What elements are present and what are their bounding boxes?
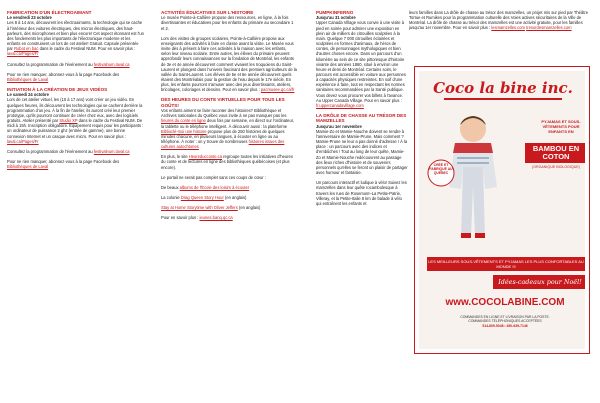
section-title: INITIATION À LA CRÉATION DE JEUX VIDÉOS [7,87,108,93]
body-text: De beaux [161,184,179,190]
section-body [316,20,408,108]
ad-slogan: LES MEILLEURS SOUS-VÊTEMENTS ET PYJAMAS LES PLUS CONFORTABLES AU MONDE !!! [428,259,584,269]
body-text: regroupe toutes les initiatives d'heures du conte et de lectures en ligne des bibliothèques québécoises (et plus encore). [161,154,293,170]
body-text: Un parcours interactif et ludique à vélo! Suivez les mamzelles dans leur quête rocambolesque à travers les rues de Rosemont–La Petite-Patrie, Villeray, et la Petite-Italie 8 km de balade à vélo qui entraînent les enfants et [316,180,407,206]
body-text: Pour en savoir plus : [161,215,199,221]
body-text: Vos enfants aiment se faire raconter des histoires? Bibliothèque et Archives nationales du Québec vous invite à ne pas manquer pas les [161,108,287,119]
body-text: Consultez la programmation de l'événement au [7,148,93,154]
body-text: propose plus de 250 histoires de quelques minutes chacune, en plusieurs langues, à écouter en ligne ou au téléphone. À noter : on y trouve de nombreuses [161,128,285,145]
link-autochtones[interactable]: histoires issues des cultures autochtones [161,139,285,150]
ad-banner: BAMBOU EN COTON [525,143,585,163]
link-heureducconte[interactable]: Heureducconte.ca [188,154,222,160]
body-text: deux fois par semaine, en direct sur l'ordinateur, la tablette ou le téléphone intelligent. À découvrir aussi : la plateforme [161,118,295,129]
ad-made-in-quebec: CRÉÉ ET FABRIQUÉ AU QUÉBEC [429,163,453,175]
column-1 [7,10,144,174]
body-text: Pour ne rien manquer, abonnez-vous à la page Facebook des [7,159,120,165]
column-3 [316,10,408,211]
ad-footer [425,315,585,328]
section-body [7,62,144,67]
ad-tagline: PYJAMAS ET SOUS-VÊTEMENTS POUR ENFANTS EN [541,119,581,134]
body-text: Les 8 à 14 ans, découvrent les électroaimants, la technologie qui se cache à l'intérieur des voitures électriques, des micros électriques, des haut-parleurs, des microphones et bien plus encore! Cet aspect étonnant est l'un des fondements les plus importants de l'électronique moderne et les enfants en construisent un lors de cet atelier! Gratuit. Capsule présentée par [7,20,144,52]
link-festival[interactable]: festivalnum.laval.ca [93,61,130,67]
section-body [161,36,297,93]
link-oliver-jeffers[interactable]: Stay at Home Storytime with Oliver Jeffers [161,205,238,211]
link-biblioclé[interactable]: Biblioclé-moi une histoire [161,128,207,134]
body-text: La colonie [161,195,180,201]
link-pacmusee[interactable]: pacmusee.qc.ca/fr [260,87,295,93]
link-bibliotheques[interactable]: Bibliothèques de Laval [7,76,49,82]
ad-background [419,71,585,349]
body-text: leurs familles dans La drôle de chasse au trésor des mamzelles, un projet mis sur pied par Théâtre Tortue et Rumikes pour la programmation culturelle des Voies actives sécuritaires de la Ville de Montréal. La drôle de chasse au trésor des mamzelles est une activité gratuite, pour les familles jusqu'au 1er novembre. Pour en savoir plus : [409,10,588,31]
body-text: Lors des visites de groupes scolaires, Pointe-à-Callière propose aux enseignants des activités à faire en classe avant la visite. Le Musée vous invite dès à présent à faire ces activités à la maison avec les enfants, selon leur niveau scolaire. Entre autres, les élèves du primaire peuvent approfondir leurs connaissances sur la fondation de Montréal, les enfants de 3e et 4e année découvrent comment vivaient les Iroquoiens du Saint-Laurent et plongent dans l'univers fascinant des premiers agriculteurs de la vallée du Saint-Laurent. Les élèves de 5e et 6e année découvrent quels étaient des Montréalais pour la gestion de l'eau depuis le 17e siècle. En plus, les enfants pourront s'amuser avec des jeux divertissants, ateliers, bricolages, coloriages et dessins. Pour en savoir plus : [161,35,297,93]
column-2 [161,10,297,226]
ad-banner-sub: (ORGANIQUE BIOLOGIQUE) [532,165,580,169]
body-text: Upper Canada Village vous convie à une visite à pied en soirée pour admirer une exposition en plein air de milliers de citrouilles sculptées à la main. Quelque 7 000 citrouilles éclairées et sculptées en formes d'animaux, de héros de contes, de personnages mythologiques et bien d'autres choses encore. Dans un parcours d'un kilomètre au sein de ce site pittoresque d'histoire vivante des années 1860, situé à environ une heure et demi de Montréal. Certains soirs, le parcours est accessible en voiture aux personnes à capacités physiques restreintes. En soif d'une expérience à faire, tout en respectant les normes sanitaires recommandées par la Santé publique. Vous devez vous procurer vos billets à l'avance. Au Upper Canada Village. Pour en savoir plus : [316,20,406,103]
section-date: Jusqu'au 1er novembre [316,123,362,129]
body-text: dans le cadre du Festival NUM. De midi à 15h. Inscription obligatoire. Équipement requis pour les participants : un ordinateur de puissance 2 ghz (entrée de gamme), une bonne connexion Internet et un casque avec micro. Pour en savoir plus : [7,118,144,139]
section-title: PUMPKINFERNO [316,10,354,15]
ad-gift-ideas: Idées-cadeaux pour Noël! [493,275,585,289]
ad-footer-line: COMMANDES TÉLÉPHONIQUES ACCEPTÉES [468,319,542,324]
link-upper-canada[interactable]: fr.uppercanadavillage.com [316,102,364,108]
section-body [161,108,297,149]
link-laval[interactable]: laval.ca/Pages/Fr [7,138,39,144]
section-more [161,215,297,220]
body-text: Le musée Pointe-à-Callière propose des ressources, en ligne, à la fois divertissantes et éducatives pour les enfants du primaire au secondaire 1 et 2. [161,15,294,31]
section-title: ACTIVITÉS ÉDUCATIVES SUR L'HISTOIRE [161,10,254,15]
section-more [7,72,144,82]
column-4 [409,10,594,31]
link-studioxp[interactable]: Studio XP [59,118,78,124]
body-text: Lors de cet atelier virtuel, les (10 à 17 ans) vont créer un jeu vidéo. En quelques heures, ils découvrent les technologies qui se cachent derrière la programmation d'un jeu. À la fin de l'atelier, ils auront créé leur premier prototype, qu'ils pourront continuer de créer chez eux, avec des logiciels gratuits. Atelier présenté par [7,97,143,124]
link-heures-conte[interactable]: heures du conte en ligne [161,118,206,124]
link-robot[interactable]: Robot en bac [14,46,39,52]
body-text: Pour ne rien manquer, abonnez-vous à la page Facebook des [7,71,120,77]
link-bibliotheques[interactable]: Bibliothèques de Laval [7,164,49,170]
section-body [7,149,144,154]
link-laval[interactable]: laval.ca/Pages/Fr [7,51,39,57]
body-text: Consultez la programmation de l'événement au [7,61,93,67]
section-body [7,97,144,143]
body-text: Le portail ne serait pas complet sans ces coups de cœur : [161,174,266,180]
section-body [7,20,144,56]
ad-logo-underline [444,98,562,100]
cocolabine-ad[interactable] [414,66,590,354]
ad-logo: Coco la bine inc. [433,79,573,97]
body-text: Mamie-Zo et Mamie-Nouche doivent se rendre à l'anniversaire de Mamie-Prune. Mais comment ? Mamie-Prune ne leur a pas donné d'adresse ! À la place : un parcours avec des indices et d'embûches ! Tout au long de leur quête, Mamie-Zo et Mamie-Nouche redécouvrent au passage des lieux riches d'histoire et de souvenirs personnels qu'elles se feront un plaisir de partager avec humour et fantaisie. [316,128,408,176]
link-lesmamzelles[interactable]: lesmamzelles.com [491,25,525,31]
child-pajamas-illustration [425,107,523,255]
section-more [7,159,144,169]
section-body [161,185,297,190]
section-date: Le vendredi 23 octobre [7,15,52,21]
section-title: FABRICATION D'UN ÉLECTROAIMANT [7,10,92,15]
section-body [161,195,297,200]
body-text: (en anglais) [238,205,261,211]
section-title: LA DRÔLE DE CHASSE AU TRÉSOR DES MAMZELLES [316,113,407,124]
ad-phone[interactable]: 514-809-5048 • 450-639-7146 [482,323,528,328]
ad-website-link[interactable]: www.COCOLABINE.COM [445,297,565,308]
section-date: Jusqu'au 31 octobre [316,15,356,21]
link-festival[interactable]: festivalnum.laval.ca [93,148,130,154]
link-drag-queen[interactable]: Drag Queen Story Hour [180,195,224,201]
body-text: En plus, le site [161,154,188,160]
link-tresor[interactable]: tresordesmamzelles.com [526,25,572,31]
ad-footer-line: COMMANDES EN LIGNE ET LIVRAISON PAR LA POSTE. [460,315,550,319]
link-ecole-loisirs[interactable]: albums de l'École des loisirs à écouter [179,184,250,190]
body-text: (en anglais) [224,195,247,201]
body-text: dans le cadre du Festival NUM. Pour en savoir plus : [39,46,136,52]
section-date: Le samedi 24 octobre [7,92,49,98]
link-banq[interactable]: ieunes.banq.qc.ca [199,215,233,221]
section-title: DES HEURES DU CONTE VIRTUELLES POUR TOUS LES GOÛTS! [161,97,285,108]
section-body [161,205,297,210]
section-body [161,154,297,169]
